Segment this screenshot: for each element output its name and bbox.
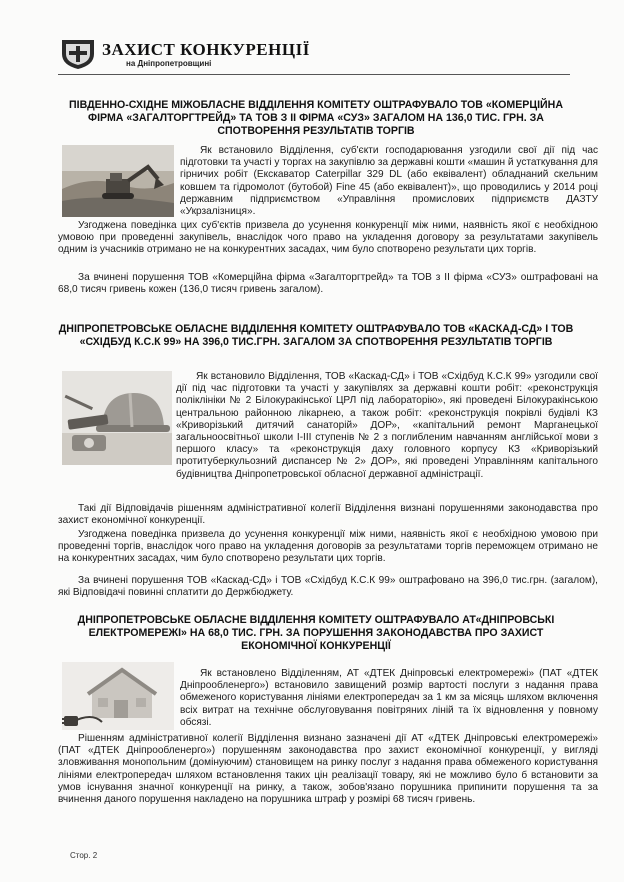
header-divider	[58, 74, 570, 75]
article-1-paragraph-2: Узгоджена поведінка цих суб'єктів призвела до усунення конкуренції між ними, наявність якої є необхідною умовою при проведенні закупівель, внаслідок чого право на укладення договору за результатами закупівель одним із учасників отримано не на конкурентних засадах, чим було спотворено результати цих торгів.	[58, 220, 598, 256]
article-3-paragraph-2: Рішенням адміністративної колегії Відділення визнано зазначені дії АТ «ДТЕК Дніпровські електромережі» (ПАТ «ДТЕК Дніпрообленерго») порушенням законодавства про захист економічної конкуренції, у вигляді зловживання монопольним (домінуючим) становищем на ринку послуг з надання права обмеженого користування лініями електропередач шляхом встановлення таких цін реалізації товару, які не можливо було б встановити за умов існування значної конкуренції на ринку, а також, зобов'язано порушника припинити порушення та за вчинення даного порушення накладено на порушника штраф у розмірі 68 тисяч гривень.	[58, 733, 598, 806]
article-1-headline: ПІВДЕННО-СХІДНЕ МІЖОБЛАСНЕ ВІДДІЛЕННЯ КОМІТЕТУ ОШТРАФУВАЛО ТОВ «КОМЕРЦІЙНА ФІРМА «ЗАГАЛТОРГТРЕЙД» ТА ТОВ З ІІ ФІРМА «СУЗ» ЗАГАЛОМ НА 136,0 ТИС. ГРН. ЗА СПОТВОРЕННЯ РЕЗУЛЬТАТІВ ТОРГІВ	[69, 99, 563, 137]
article-2-headline: ДНІПРОПЕТРОВСЬКЕ ОБЛАСНЕ ВІДДІЛЕННЯ КОМІТЕТУ ОШТРАФУВАЛО ТОВ «КАСКАД-СД» І ТОВ «СХІДБУД К.С.К 99» НА 396,0 ТИС.ГРН. ЗАГАЛОМ ЗА СПОТВОРЕННЯ РЕЗУЛЬТАТІВ ТОРГІВ	[58, 323, 574, 348]
article-2-paragraph-4: За вчинені порушення ТОВ «Каскад-СД» і ТОВ «Східбуд К.С.К 99» оштрафовано на 396,0 тис.грн. (загалом), які Відповідачі повинні сплатити до Держбюджету.	[58, 575, 598, 599]
page-number: Стор. 2	[70, 851, 98, 860]
article-1-paragraph-3: За вчинені порушення ТОВ «Комерційна фірма «Загалторгтрейд» та ТОВ з ІІ фірма «СУЗ» оштрафовані на 68,0 тисяч гривень кожен (136,0 тисяч гривень загалом).	[58, 272, 598, 296]
masthead-title: ЗАХИСТ КОНКУРЕНЦІЇ	[102, 40, 310, 59]
masthead	[58, 38, 598, 72]
article-1-paragraph-1: Як встановило Відділення, суб'єкти господарювання узгодили свої дії під час підготовки та участі у торгах на закупівлю за державні кошти «машин й устаткування для гірничих робіт (Екскаватор Caterpillar 329 DL (або еквівалент) обладнаний скельним ковшем та гідромолот (бутобой) Fine 45 (або еквівалент)», що проводились у 2014 році державним підприємством «Управління промислових підприємств ДАЗТУ «Укрзалізниця».	[180, 145, 598, 218]
construction-helmet-photo	[62, 371, 172, 465]
excavator-photo	[62, 145, 174, 217]
house-plug-photo	[62, 662, 174, 730]
article-3-paragraph-1: Як встановлено Відділенням, АТ «ДТЕК Дніпровські електромережі» (ПАТ «ДТЕК Дніпрообленерго») встановило завищений розмір вартості послуги з надання права обмеженого користування лініями електропередач за 1 км за місяць шляхом включення всіх витрат на технічне обслуговування повітряних ліній та їх відновлення у повному обсязі.	[180, 668, 598, 728]
shield-emblem-icon	[58, 38, 98, 70]
article-2-paragraph-1: Як встановило Відділення, ТОВ «Каскад-СД» і ТОВ «Східбуд К.С.К 99» узгодили свої дії під час підготовки та участі у закупівлях за державні кошти робіт: «реконструкція поліклініки № 2 Білокуракінської ЦРЛ під лабораторію», які проведені Білокуракінською центральною районною лікарнею, а також робіт: «реконструкція покрівлі будівлі КЗ «Криворізький дитячий санаторій» ДОР», «капітальний ремонт Марганецької загальноосвітньої школи І-ІІІ ступенів № 2 з поглибленим навчанням англійської мови з першого класу» та «реконструкція даху головного корпусу КЗ «Криворізький протитуберкульозний диспансер № 2» ДОР», які проведені Управлінням капітального будівництва Дніпропетровської обласної державної адміністрації.	[176, 371, 598, 480]
masthead-subtitle: на Дніпропетровщині	[126, 59, 212, 68]
article-2-paragraph-3: Узгоджена поведінка призвела до усунення конкуренції між ними, наявність якої є необхідною умовою при проведенні торгів, внаслідок чого право на укладення договорів за результатами торгів переможцем отримано не на конкурентних засадах, чим було спотворено результати цих торгів.	[58, 529, 598, 565]
article-3-headline: ДНІПРОПЕТРОВСЬКЕ ОБЛАСНЕ ВІДДІЛЕННЯ КОМІТЕТУ ОШТРАФУВАЛО АТ«ДНІПРОВСЬКІ ЕЛЕКТРОМЕРЕЖІ» НА 68,0 ТИС. ГРН. ЗА ПОРУШЕННЯ ЗАКОНОДАВСТВА ПРО ЗАХИСТ ЕКОНОМІЧНОЇ КОНКУРЕНЦІЇ	[77, 614, 555, 652]
article-2-paragraph-2: Такі дії Відповідачів рішенням адміністративної колегії Відділення визнані порушеннями законодавства про захист економічної конкуренції.	[58, 503, 598, 527]
